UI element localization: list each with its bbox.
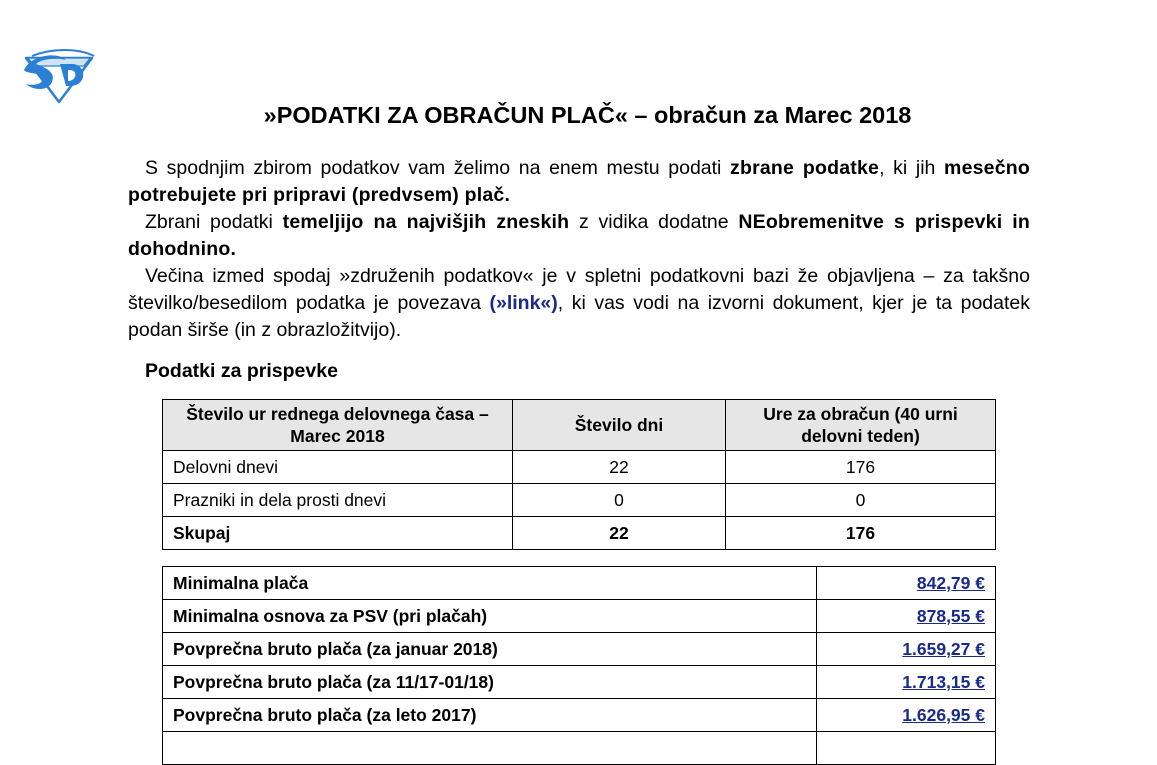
- row-label: Skupaj: [163, 517, 513, 550]
- hours-cell: 176: [726, 517, 996, 550]
- value-link[interactable]: 1.659,27 €: [902, 638, 985, 659]
- table-row: [163, 699, 996, 732]
- value-cell: [817, 600, 996, 633]
- days-cell: 22: [513, 451, 726, 484]
- column-header: Ure za obračun (40 urni delovni teden): [726, 400, 996, 451]
- column-header: Število ur rednega delovnega časa – Marec 2018: [163, 400, 513, 451]
- row-label: Minimalna plača: [163, 567, 817, 600]
- value-link[interactable]: 842,79 €: [916, 572, 985, 593]
- table-row: [163, 732, 996, 765]
- table-row: [163, 567, 996, 600]
- row-label: [163, 732, 817, 765]
- row-label: Minimalna osnova za PSV (pri plačah): [163, 600, 817, 633]
- intro-paragraph-3: Večina izmed spodaj »združenih podatkov« je v spletni podatkovni bazi že objavljena – za takšno številko/besedilom podatka je povezava (»link«), ki vas vodi na izvorni dokument, kjer je ta podatek podan širše (in z obrazložitvijo).: [128, 265, 1030, 341]
- intro-text: [128, 155, 1030, 344]
- intro-paragraph-1: S spodnjim zbirom podatkov vam želimo na enem mestu podati zbrane podatke, ki jih mesečno potrebujete pri pripravi (predvsem) plač.: [128, 157, 1030, 206]
- column-header: Število dni: [513, 400, 726, 451]
- value-cell: [817, 567, 996, 600]
- value-cell: [817, 633, 996, 666]
- row-label: Prazniki in dela prosti dnevi: [163, 484, 513, 517]
- table-row: [163, 484, 996, 517]
- value-link[interactable]: 878,55 €: [916, 605, 985, 626]
- value-cell: [817, 699, 996, 732]
- intro-paragraph-2: Zbrani podatki temeljijo na najvišjih zneskih z vidika dodatne NEobremenitve s prispevki in dohodnino.: [128, 211, 1031, 260]
- sd-logo-icon: [22, 48, 96, 104]
- table-total-row: [163, 517, 996, 550]
- wage-values-table: [162, 566, 996, 765]
- table-row: [163, 600, 996, 633]
- hours-cell: 0: [726, 484, 996, 517]
- days-cell: 22: [513, 517, 726, 550]
- section-heading: Podatki za prispevke: [145, 360, 338, 382]
- table-header-row: [163, 400, 996, 451]
- row-label: Povprečna bruto plača (za 11/17-01/18): [163, 666, 817, 699]
- hours-cell: 176: [726, 451, 996, 484]
- row-label: Povprečna bruto plača (za leto 2017): [163, 699, 817, 732]
- days-cell: 0: [513, 484, 726, 517]
- value-cell: [817, 666, 996, 699]
- table-row: [163, 633, 996, 666]
- document-title: »PODATKI ZA OBRAČUN PLAČ« – obračun za Marec 2018: [263, 102, 912, 128]
- row-label: Povprečna bruto plača (za januar 2018): [163, 633, 817, 666]
- working-hours-table: [162, 399, 996, 550]
- value-link[interactable]: 1.626,95 €: [902, 704, 985, 725]
- table-row: [163, 666, 996, 699]
- table-row: [163, 451, 996, 484]
- value-cell: [817, 732, 996, 765]
- row-label: Delovni dnevi: [163, 451, 513, 484]
- value-link[interactable]: 1.713,15 €: [902, 671, 985, 692]
- source-link[interactable]: (»link«): [489, 292, 558, 314]
